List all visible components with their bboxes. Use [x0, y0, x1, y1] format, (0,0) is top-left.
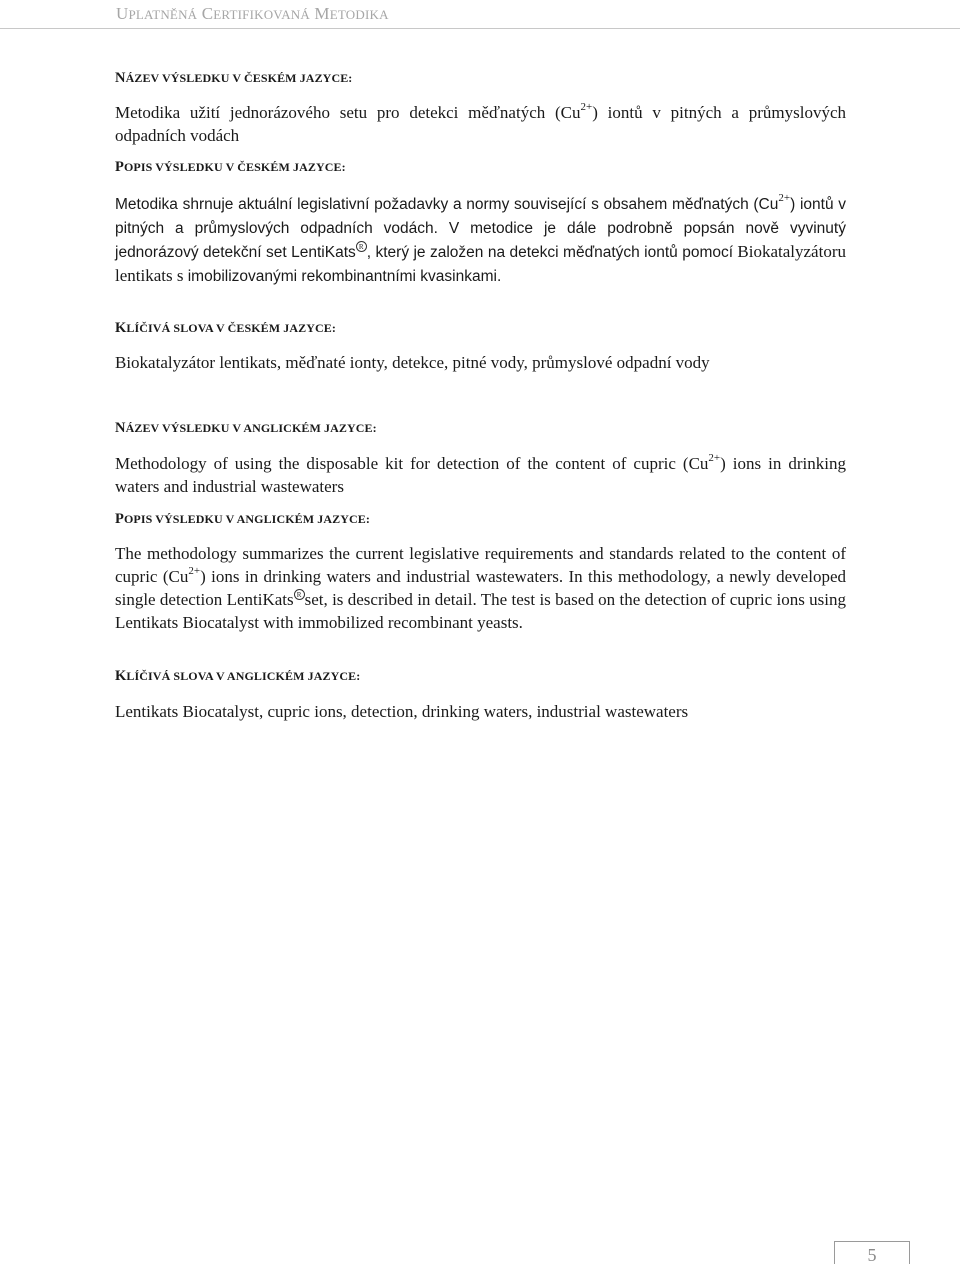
- running-header: [0, 0, 960, 29]
- superscript: 2+: [708, 452, 721, 465]
- text-segment: Metodika shrnuje aktuální legislativní požadavky a normy související s obsahem měďnatých (Cu: [115, 196, 779, 213]
- en-desc-text: [115, 542, 846, 634]
- header-word-3-initial: M: [314, 4, 330, 23]
- header-title: [116, 4, 389, 24]
- registered-mark: [294, 589, 305, 600]
- cz-title-text: [115, 101, 846, 147]
- label-initial: N: [115, 420, 126, 436]
- label-rest: ÁZEV VÝSLEDKU V ANGLICKÉM JAZYCE:: [125, 421, 377, 435]
- text-segment: The methodology summarizes the current legislative requirements and standards related to the content of cupric (Cu: [115, 544, 846, 586]
- header-word-3-rest: ETODIKA: [329, 7, 389, 22]
- page-number: 5: [834, 1241, 910, 1264]
- superscript: 2+: [778, 192, 791, 205]
- header-word-1-initial: U: [116, 4, 129, 23]
- label-rest: OPIS VÝSLEDKU V ČESKÉM JAZYCE:: [123, 160, 346, 174]
- en-keywords-text: Lentikats Biocatalyst, cupric ions, detection, drinking waters, industrial wastewaters: [115, 702, 689, 721]
- text-segment: ) ions in drinking waters and industrial wastewaters: [115, 454, 846, 496]
- text-segment: měďnatých iontů pomocí: [563, 244, 734, 261]
- label-initial: K: [115, 668, 127, 684]
- text-segment: ) ions in drinking waters and industrial wastewaters. In this methodology, a newly developed single detection LentiKats: [115, 567, 846, 609]
- header-word-2-initial: C: [201, 4, 214, 23]
- label-initial: P: [115, 159, 124, 175]
- text-segment: ) iontů v pitných a průmyslových odpadních vodách: [115, 103, 846, 145]
- text-segment: Methodology of using the disposable kit for detection of the content of cupric (Cu: [115, 454, 709, 473]
- label-initial: P: [115, 511, 124, 527]
- text-segment: V metodice je dále podrobně popsán nově vyvinutý jednorázový detekční set LentiKats: [115, 220, 846, 261]
- registered-letter: R: [296, 591, 302, 599]
- en-title-text: [115, 452, 846, 498]
- text-segment: Biokatalyzátoru lentikats s: [115, 242, 846, 285]
- text-segment: imobilizovanými rekombinantními kvasinkami.: [187, 268, 502, 285]
- label-initial: N: [115, 70, 126, 86]
- superscript: 2+: [580, 101, 593, 114]
- label-rest: LÍČIVÁ SLOVA V ČESKÉM JAZYCE:: [126, 321, 337, 335]
- header-word-1-rest: PLATNĚNÁ: [128, 7, 198, 22]
- text-segment: ) iontů v pitných a průmyslových odpadních vodách.: [115, 196, 847, 237]
- label-initial: K: [115, 320, 127, 336]
- cz-keywords-text: Biokatalyzátor lentikats, měďnaté ionty, detekce, pitné vody, průmyslové odpadní vody: [115, 353, 710, 372]
- header-word-2-rest: ERTIFIKOVANÁ: [213, 7, 310, 22]
- label-rest: LÍČIVÁ SLOVA V ANGLICKÉM JAZYCE:: [126, 669, 361, 683]
- registered-mark: [356, 241, 367, 252]
- text-segment: set, is described in detail. The test is based on the detection of cupric ions using Lentikats Biocatalyst with immobilized recombinant yeasts.: [115, 590, 846, 632]
- label-rest: ÁZEV VÝSLEDKU V ČESKÉM JAZYCE:: [125, 71, 353, 85]
- cz-desc-label: [115, 159, 346, 176]
- en-desc-label: [115, 511, 370, 528]
- cz-keywords-label: [115, 320, 336, 337]
- en-keywords-label: [115, 668, 360, 685]
- en-title-label: [115, 420, 377, 437]
- label-rest: OPIS VÝSLEDKU V ANGLICKÉM JAZYCE:: [123, 512, 370, 526]
- cz-title-label: [115, 70, 352, 87]
- cz-desc-text: [115, 192, 846, 288]
- text-segment: Metodika užití jednorázového setu pro detekci měďnatých (Cu: [115, 103, 581, 122]
- text-segment: , který je založen na detekci: [366, 244, 564, 261]
- superscript: 2+: [188, 565, 201, 578]
- registered-letter: R: [358, 243, 364, 251]
